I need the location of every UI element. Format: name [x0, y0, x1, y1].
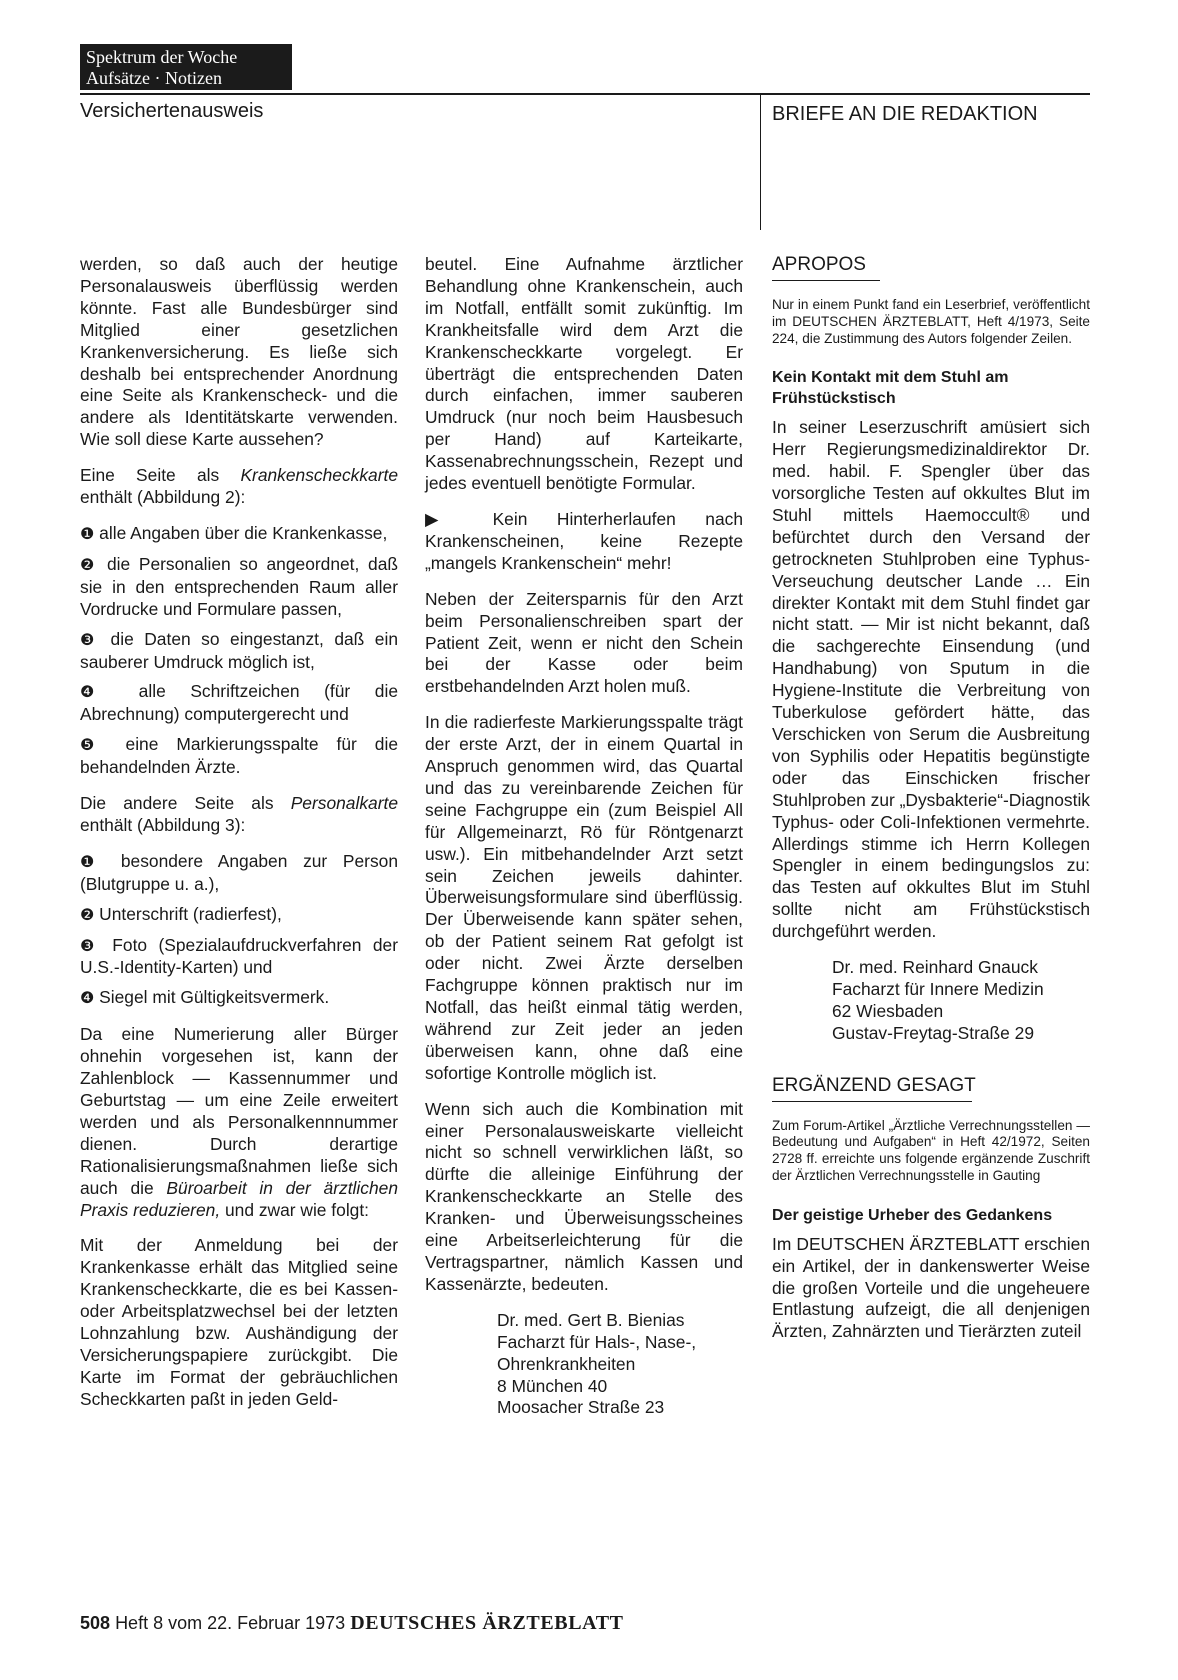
- section-badge: [80, 44, 292, 90]
- paragraph: In seiner Leserzuschrift amüsiert sich Herr Regierungsmedizinaldirektor Dr. med. habil. F. Spengler über das vorsorgliche Testen auf okkultes Blut im Stuhl mittels Haemoccult® und befürchtet durch den Versand der getrockneten Stuhlproben eine Typhus-Verseuchung deutscher Lande … Ein direkter Kontakt mit dem Stuhl findet gar nicht statt. — Mir ist nicht bekannt, daß die sachgerechte Einsendung (und Handhabung) von Sputum in die Hygiene-Institute die Verbreitung von Tuberkulose gefördert hätte, das Verschicken von Serum die Ausbreitung von Syphilis oder Hepatitis begünstigte oder das Einschicken frischer Stuhlproben zur „Dysbakterie“-Diagnostik Typhus- oder Coli-Infektionen vermehrte. Allerdings stimme ich Herrn Kollegen Spengler in einem bedingungslos zu: das Testen auf okkultes Blut im Stuhl sollte nicht am Frühstückstisch durchgeführt werden.: [772, 417, 1090, 942]
- header-rule: [80, 93, 1090, 95]
- number-1-icon: ❶: [80, 525, 95, 543]
- signature-line: Facharzt für Innere Medizin: [832, 978, 1044, 999]
- number-3-icon: ❸: [80, 631, 101, 649]
- number-4-icon: ❹: [80, 684, 115, 702]
- number-4-icon: ❹: [80, 990, 95, 1008]
- letters-section-title: BRIEFE AN DIE REDAKTION: [772, 103, 1038, 125]
- column-3: [772, 254, 1090, 1357]
- signature-block: [772, 957, 1090, 1045]
- page-number: 508: [80, 1613, 111, 1633]
- number-1-icon: ❶: [80, 853, 106, 871]
- section-heading: APROPOS: [772, 254, 866, 275]
- badge-line-1: Spektrum der Woche: [86, 47, 238, 67]
- intro-note: Zum Forum-Artikel „Ärztliche Verrechnungsstellen — Bedeutung und Aufgaben“ in Heft 42/1972, Seiten 2728 ff. erreichte uns folgende ergänzende Zuschrift der Ärztlichen Verrechnungsstelle in Gauting: [772, 1117, 1090, 1183]
- paragraph: Die andere Seite als Personalkarte enthält (Abbildung 3):: [80, 793, 398, 835]
- list-item: ❸ die Daten so eingestanzt, daß ein sauberer Umdruck möglich ist,: [80, 628, 399, 672]
- article-title: Versichertenausweis: [80, 100, 264, 122]
- list-item: ❷ Unterschrift (radierfest),: [80, 903, 282, 924]
- column-1: [80, 254, 398, 1425]
- header-column-divider: [760, 95, 761, 230]
- paragraph: Wenn sich auch die Kombination mit einer Personalausweiskarte vielleicht nicht so schnell verwirklichen läßt, so dürfte die alleinige Einführung der Krankenscheckkarte an Stelle des Kranken- und Überweisungsscheines eine Arbeitserleichterung für die Vertragspartner, nämlich Kassen und Kassenärzte, bedeuten.: [425, 1098, 743, 1294]
- signature-line: 62 Wiesbaden: [832, 1000, 944, 1021]
- signature-block: [425, 1310, 743, 1420]
- badge-line-2: Aufsätze · Notizen: [86, 68, 222, 88]
- list-item: ❶ besondere Angaben zur Person (Blutgruppe u. a.),: [80, 850, 398, 894]
- letter-headline: Kein Kontakt mit dem Stuhl am Frühstückstisch: [772, 369, 1009, 408]
- column-2: [425, 254, 743, 1419]
- paragraph: Im DEUTSCHEN ÄRZTEBLATT erschien ein Artikel, der in dankenswerter Weise die großen Vorteile und die ungeheuere Entlastung aufzeigt, die all denjenigen Ärzten, Zahnärzten und Tierärzten zuteil: [772, 1233, 1090, 1342]
- list-item: ❺ eine Markierungsspalte für die behandelnden Ärzte.: [80, 734, 398, 778]
- paragraph: ▶ Kein Hinterherlaufen nach Krankenscheinen, keine Rezepte „mangels Krankenschein“ mehr!: [425, 508, 744, 573]
- letter-headline: Der geistige Urheber des Gedankens: [772, 1206, 1053, 1224]
- paragraph: beutel. Eine Aufnahme ärztlicher Behandlung ohne Krankenschein, auch im Notfall, entfällt somit zukünftig. Im Krankheitsfalle wird dem Arzt die Krankenscheckkarte vorgelegt. Er überträgt die entsprechenden Daten durch einfachen, immer sauberen Umdruck (nur noch beim Hausbesuch per Hand) auf Karteikarte, Kassenabrechnungsschein, Rezept und jedes eventuell benötigte Formular.: [425, 254, 743, 494]
- list-item: ❹ Siegel mit Gültigkeitsvermerk.: [80, 987, 330, 1008]
- intro-note: Nur in einem Punkt fand ein Leserbrief, veröffentlicht im DEUTSCHEN ÄRZTEBLATT, Heft 4/1973, Seite 224, die Zustimmung des Autors folgender Zeilen.: [772, 296, 1090, 346]
- number-5-icon: ❺: [80, 737, 108, 755]
- number-2-icon: ❷: [80, 906, 95, 924]
- number-3-icon: ❸: [80, 937, 101, 955]
- masthead: DEUTSCHES ÄRZTEBLATT: [350, 1612, 624, 1634]
- signature-line: 8 München 40: [497, 1375, 608, 1396]
- paragraph: Neben der Zeitersparnis für den Arzt beim Personalienschreiben spart der Patient Zeit, wenn er nicht den Schein bei der Kasse oder beim erstbehandelnden Arzt holen muß.: [425, 588, 743, 697]
- signature-name: Dr. med. Reinhard Gnauck: [832, 957, 1038, 978]
- list-item: ❹ alle Schriftzeichen (für die Abrechnung) computergerecht und: [80, 681, 398, 725]
- list-item: ❶ alle Angaben über die Krankenkasse,: [80, 522, 388, 543]
- page-footer: [80, 1612, 624, 1635]
- signature-line: Ohrenkrankheiten: [497, 1353, 636, 1374]
- signature-line: Facharzt für Hals-, Nase-,: [497, 1331, 697, 1352]
- list-item: ❸ Foto (Spezialaufdruckverfahren der U.S.-Identity-Karten) und: [80, 934, 398, 978]
- issue-info: Heft 8 vom 22. Februar 1973: [115, 1613, 346, 1633]
- paragraph: Eine Seite als Krankenscheckkarte enthält (Abbildung 2):: [80, 465, 398, 508]
- signature-line: Moosacher Straße 23: [497, 1397, 665, 1418]
- paragraph: In die radierfeste Markierungsspalte trägt der erste Arzt, der in einem Quartal in Anspruch genommen wird, das Quartal und das zu vereinbarende Zeichen für seine Fachgruppe ein (zum Beispiel All für Allgemeinarzt, Rö für Röntgenarzt usw.). Ein mitbehandelnder Arzt setzt sein Zeichen jeweils dahinter. Überweisungsformulare sind überflüssig. Der Überweisende kann später sehen, ob der Patient seinem Rat gefolgt ist oder nicht. Zwei Ärzte derselben Fachgruppe können praktisch nur im Notfall, das heißt einmal tätig werden, während zur Zeit jeder an jeden überweisen kann, ohne daß eine sofortige Kontrolle möglich ist.: [425, 712, 743, 1083]
- signature-line: Gustav-Freytag-Straße 29: [832, 1022, 1034, 1043]
- arrow-icon: ▶: [425, 508, 464, 529]
- paragraph: Da eine Numerierung aller Bürger ohnehin vorgesehen ist, kann der Zahlenblock — Kassennummer und Geburtstag — um eine Zeile erweitert werden und als Personalkennnummer dienen. Durch derartige Rationalisierungsmaßnahmen ließe sich auch die Büroarbeit in der ärztlichen Praxis reduzieren, und zwar wie folgt:: [80, 1024, 398, 1220]
- signature-name: Dr. med. Gert B. Bienias: [497, 1309, 685, 1330]
- number-2-icon: ❷: [80, 556, 99, 574]
- section-rule: [772, 280, 880, 281]
- paragraph: Mit der Anmeldung bei der Krankenkasse erhält das Mitglied seine Krankenscheckkarte, die es bei Kassen- oder Arbeitsplatzwechsel bei der letzten Lohnzahlung bzw. Aushändigung der Versicherungspapiere zurückgibt. Die Karte im Format der gebräuchlichen Scheckkarten paßt in jeden Geld-: [80, 1235, 398, 1409]
- section-rule: [772, 1101, 972, 1102]
- list-item: ❷ die Personalien so angeordnet, daß sie in den entsprechenden Raum aller Vordrucke und Formulare passen,: [80, 553, 399, 619]
- section-heading: ERGÄNZEND GESAGT: [772, 1074, 976, 1096]
- paragraph: werden, so daß auch der heutige Personalausweis überflüssig werden könnte. Fast alle Bundesbürger sind Mitglied einer gesetzlichen Krankenversicherung. Es ließe sich deshalb bei entsprechender Anordnung eine Seite als Krankenscheck- und die andere als Identitätskarte verwenden. Wie soll diese Karte aussehen?: [80, 254, 398, 450]
